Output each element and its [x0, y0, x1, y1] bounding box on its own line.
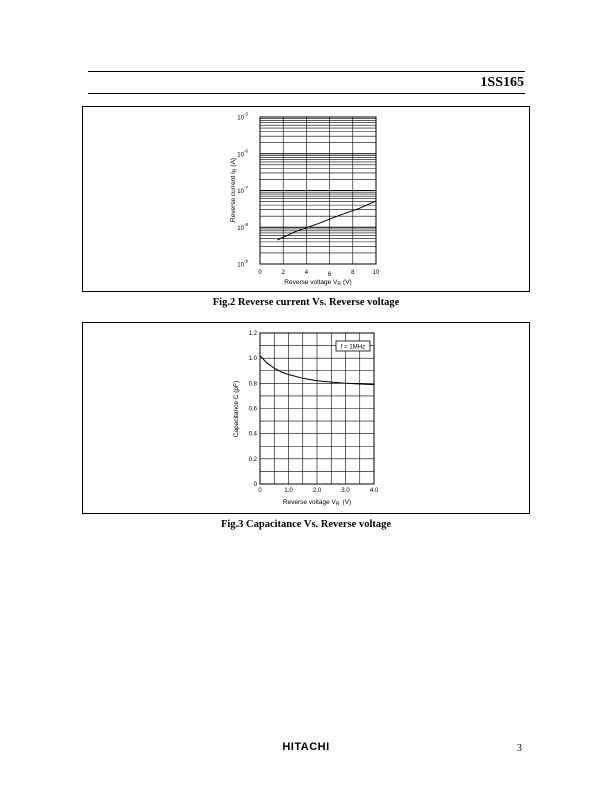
- y-axis-label-sub: R: [232, 168, 239, 173]
- y-tick-exponent: -8: [243, 221, 248, 227]
- x-axis-label-unit: (V): [343, 279, 352, 286]
- part-number: 1SS165: [480, 75, 524, 90]
- figure-3-caption: Fig.3 Capacitance Vs. Reverse voltage: [220, 519, 392, 530]
- x-tick-label: 3.0: [341, 488, 350, 494]
- x-axis-label-sub: R: [335, 501, 340, 508]
- figure-2-caption: Fig.2 Reverse current Vs. Reverse voltage: [212, 297, 400, 308]
- series-line: [277, 201, 376, 240]
- y-tick-label: 0: [253, 482, 257, 488]
- chart-grid: [260, 117, 376, 264]
- y-tick-label: [237, 222, 248, 232]
- y-tick-base: 10: [237, 225, 244, 232]
- header-rule-top: [88, 71, 525, 72]
- x-tick-labels: [258, 488, 379, 494]
- figure-2-frame: [82, 106, 530, 292]
- y-tick-base: 10: [237, 152, 244, 159]
- y-tick-exponent: -9: [243, 258, 248, 264]
- y-tick-label: [237, 112, 248, 122]
- x-axis-label-text: Reverse voltage V: [284, 279, 338, 286]
- y-tick-label: [237, 185, 248, 195]
- annotation-text: f = 1MHz: [340, 344, 366, 351]
- x-tick-label: 4.0: [369, 488, 379, 494]
- y-tick-label: 0.6: [248, 406, 257, 413]
- reverse-current-chart: [83, 107, 529, 291]
- capacitance-chart: [83, 323, 529, 513]
- header-rule-bottom: [88, 93, 525, 94]
- x-axis-label-unit: (V): [342, 499, 352, 506]
- y-axis-label: Capacitance C (pF): [233, 380, 240, 438]
- y-tick-label: [237, 148, 248, 158]
- x-tick-labels: [258, 270, 380, 278]
- y-tick-label: 0.8: [248, 381, 257, 388]
- x-tick-label: 2.0: [312, 488, 322, 494]
- y-tick-label: 1.0: [248, 356, 257, 363]
- y-tick-base: 10: [237, 262, 244, 269]
- x-tick-label: 2: [281, 270, 285, 276]
- y-tick-exponent: -5: [243, 111, 248, 117]
- x-tick-label: 4: [304, 270, 309, 276]
- x-tick-label: 8: [351, 270, 355, 276]
- x-axis-label: [283, 499, 351, 508]
- y-tick-label: 0.4: [248, 431, 257, 438]
- chart-grid: [260, 333, 374, 484]
- x-tick-label: 0: [258, 488, 262, 494]
- y-tick-exponent: -7: [243, 185, 248, 190]
- y-tick-label: 0.2: [248, 456, 257, 463]
- x-axis-label: [284, 279, 351, 288]
- figure-3-frame: [82, 322, 530, 514]
- hitachi-logo: HITACHI: [282, 741, 330, 753]
- y-tick-label: 1.2: [248, 331, 257, 337]
- page-number: 3: [517, 743, 522, 754]
- y-axis-label-text: Reverse current I: [230, 172, 237, 223]
- y-tick-base: 10: [237, 189, 244, 195]
- y-tick-exponent: -6: [243, 148, 248, 154]
- y-tick-base: 10: [237, 115, 244, 122]
- x-axis-label-sub: R: [337, 281, 342, 288]
- x-tick-label: 0: [258, 270, 262, 276]
- y-tick-labels: [237, 112, 248, 269]
- x-tick-label: 6: [327, 272, 332, 278]
- y-tick-label: [237, 259, 248, 269]
- y-axis-label-unit: (A): [230, 157, 237, 167]
- x-tick-label: 1.0: [284, 488, 293, 494]
- y-tick-labels: [249, 331, 258, 488]
- x-axis-label-text: Reverse voltage V: [282, 499, 336, 506]
- x-tick-label: 10: [372, 270, 380, 276]
